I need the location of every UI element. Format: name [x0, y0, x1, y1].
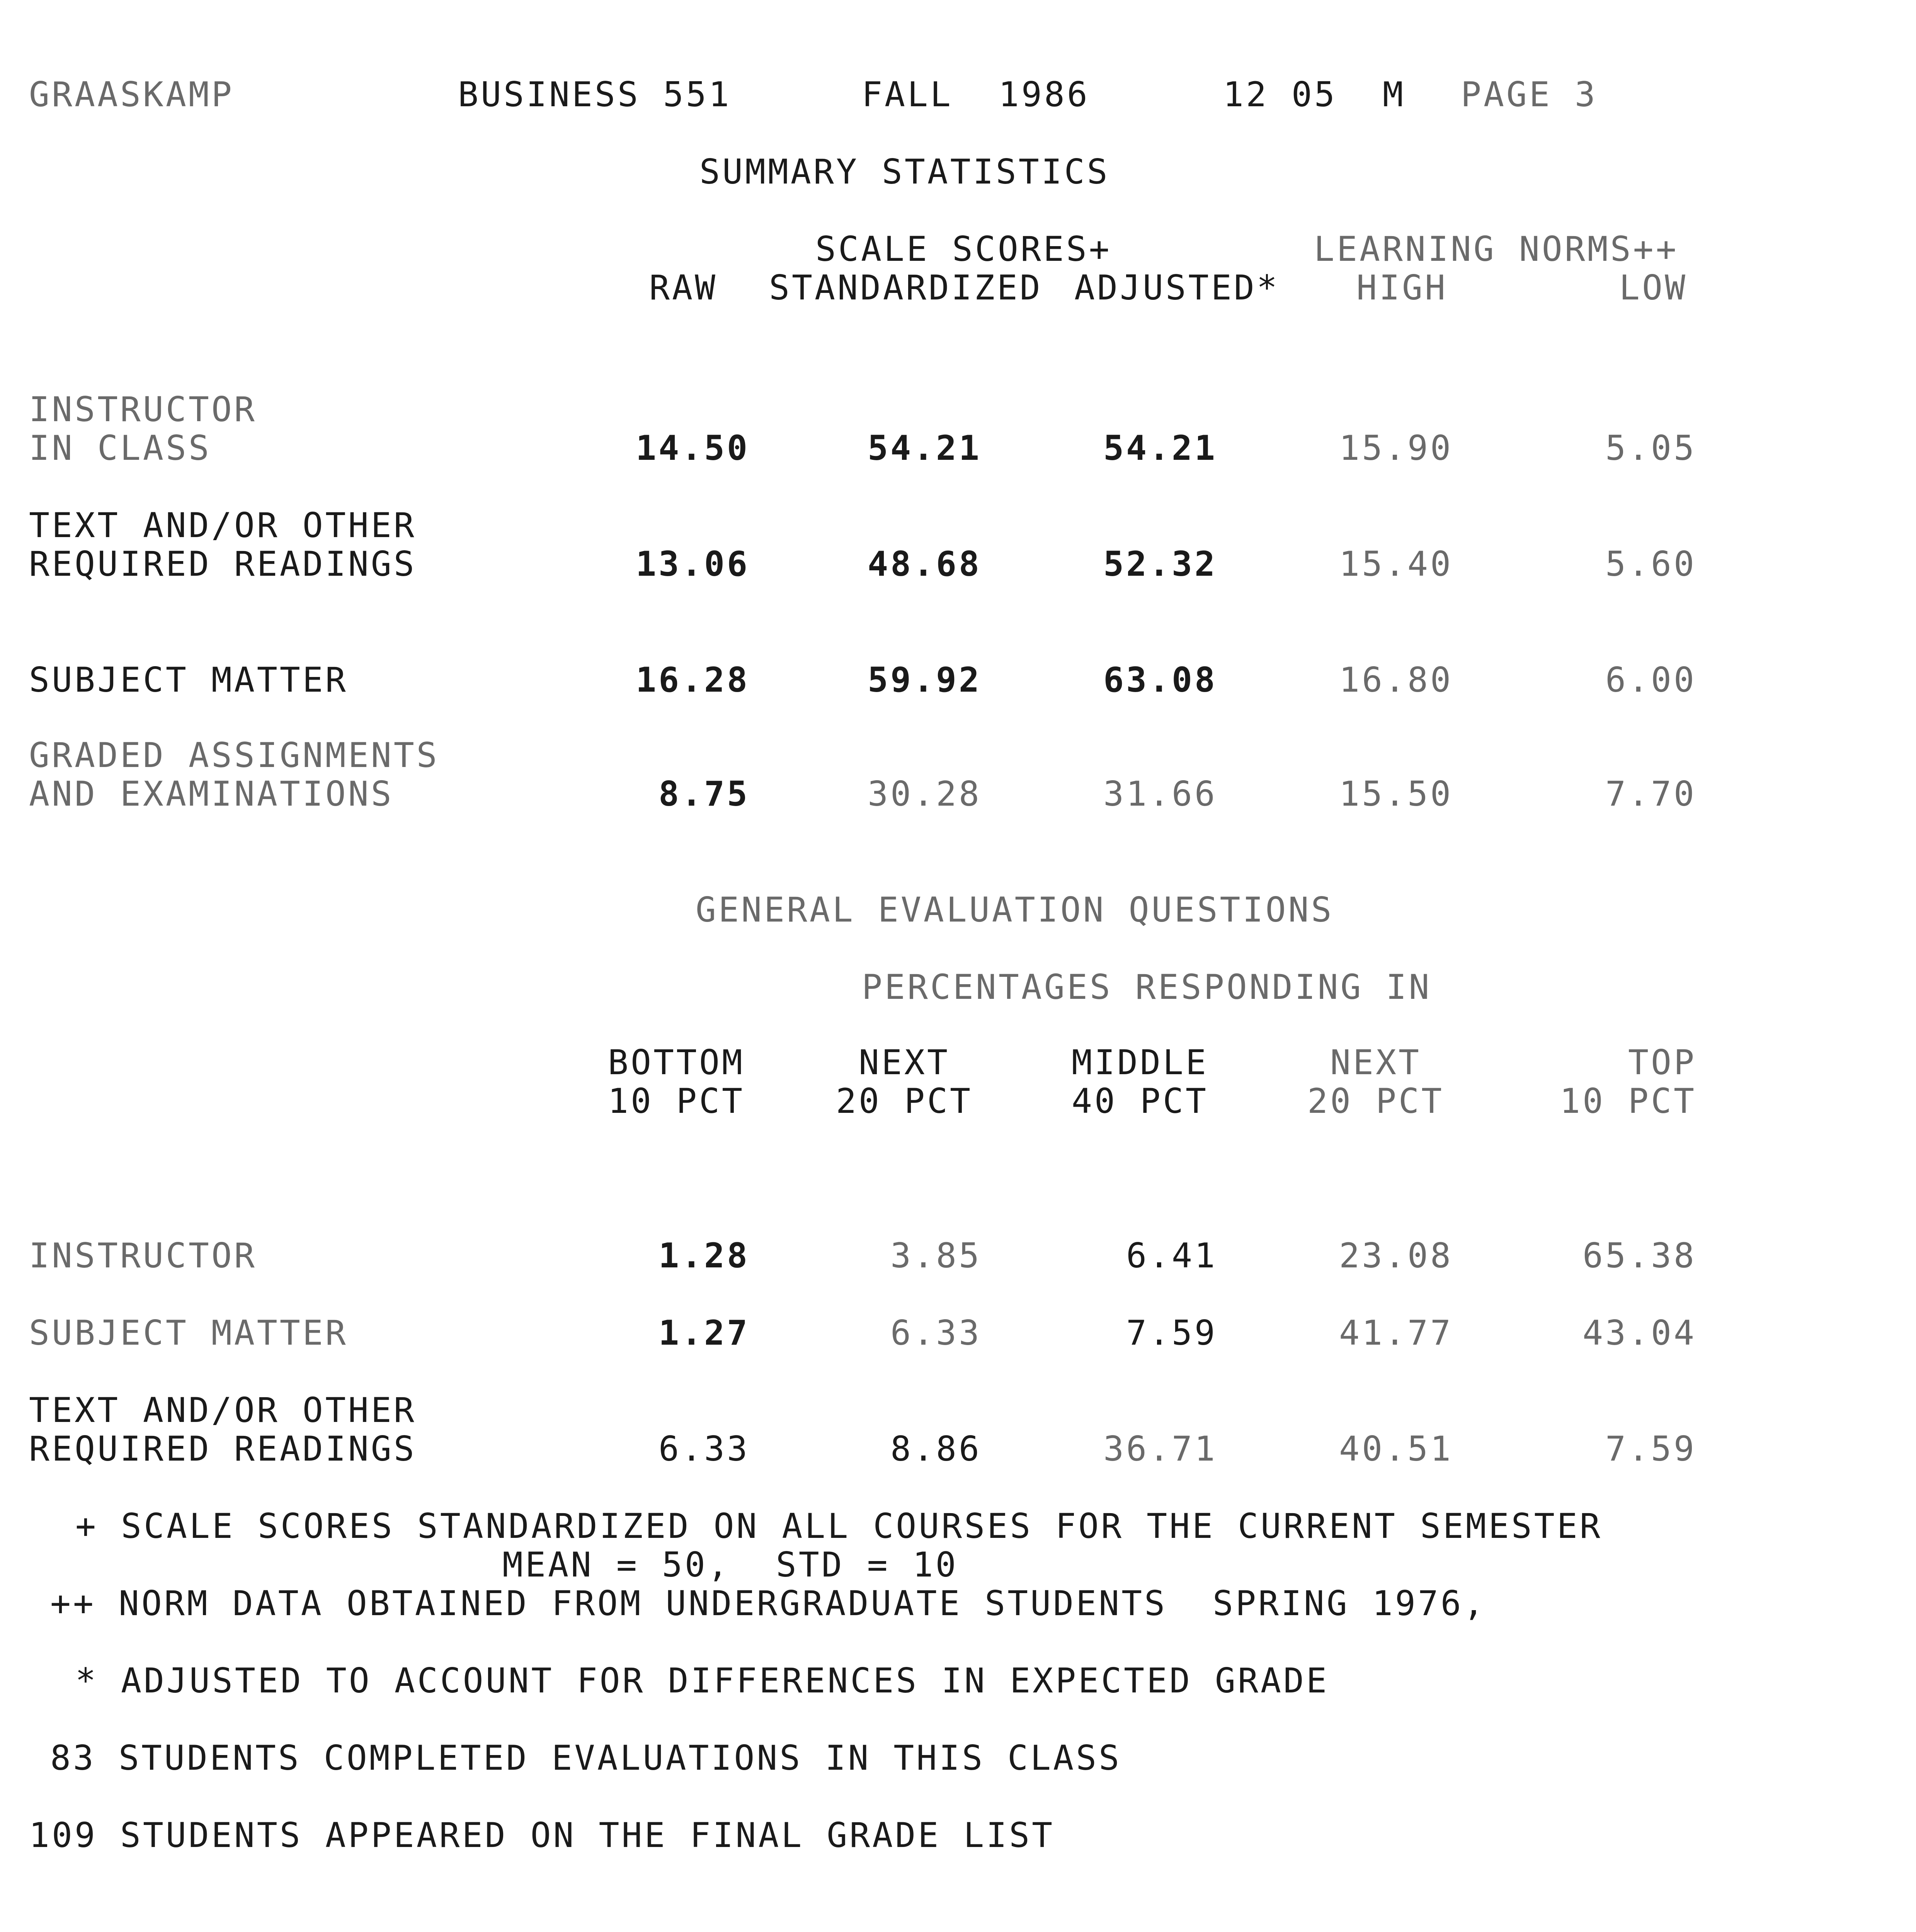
general-cell: 3.85 [890, 1236, 982, 1276]
summary-row-label: REQUIRED READINGS [29, 544, 417, 584]
general-cell: 40.51 [1339, 1429, 1453, 1469]
summary-group-scale: SCALE SCORES+ [815, 229, 1112, 269]
summary-row-label: INSTRUCTOR [29, 389, 257, 429]
summary-title: SUMMARY STATISTICS [699, 152, 1110, 192]
general-col-head: 10 PCT [608, 1081, 745, 1121]
general-subtitle: PERCENTAGES RESPONDING IN [862, 967, 1432, 1007]
summary-cell: 5.60 [1605, 544, 1696, 584]
summary-cell: 15.40 [1339, 544, 1453, 584]
footnote-norm-data: ++ NORM DATA OBTAINED FROM UNDERGRADUATE STUDENTS SPRING 1976, [50, 1583, 1486, 1623]
summary-row-label: SUBJECT MATTER [29, 660, 348, 700]
summary-cell: 54.21 [1103, 428, 1217, 468]
header-course: BUSINESS 551 [458, 75, 732, 114]
general-row-label: TEXT AND/OR OTHER [29, 1390, 417, 1430]
summary-col-high: HIGH [1356, 268, 1448, 308]
general-col-head: TOP [1628, 1043, 1696, 1082]
footnote-completed: 83 STUDENTS COMPLETED EVALUATIONS IN THIS CLASS [50, 1738, 1122, 1778]
summary-cell: 13.06 [636, 544, 750, 584]
summary-cell: 6.00 [1605, 660, 1696, 700]
summary-row-label: TEXT AND/OR OTHER [29, 505, 417, 545]
general-row-label: REQUIRED READINGS [29, 1429, 417, 1469]
summary-cell: 59.92 [868, 660, 982, 700]
summary-cell: 30.28 [868, 774, 982, 814]
footnote-mean-std: MEAN = 50, STD = 10 [502, 1545, 958, 1585]
general-row-label: SUBJECT MATTER [29, 1313, 348, 1353]
summary-row-label: AND EXAMINATIONS [29, 774, 394, 814]
general-col-head: BOTTOM [608, 1043, 745, 1082]
general-cell: 6.33 [659, 1429, 750, 1469]
general-cell: 41.77 [1339, 1313, 1453, 1353]
general-cell: 65.38 [1582, 1236, 1696, 1276]
summary-row-label: GRADED ASSIGNMENTS [29, 735, 439, 775]
footnote-scale-scores: + SCALE SCORES STANDARDIZED ON ALL COURSES FOR THE CURRENT SEMESTER [75, 1506, 1603, 1546]
summary-cell: 5.05 [1605, 428, 1696, 468]
summary-cell: 15.90 [1339, 428, 1453, 468]
general-cell: 6.41 [1126, 1236, 1217, 1276]
general-col-head: 20 PCT [836, 1081, 973, 1121]
general-cell: 6.33 [890, 1313, 982, 1353]
summary-cell: 54.21 [868, 428, 982, 468]
summary-cell: 8.75 [659, 774, 750, 814]
summary-cell: 52.32 [1103, 544, 1217, 584]
general-cell: 23.08 [1339, 1236, 1453, 1276]
general-row-label: INSTRUCTOR [29, 1236, 257, 1276]
summary-col-raw: RAW [649, 268, 718, 308]
summary-cell: 48.68 [868, 544, 982, 584]
general-cell: 7.59 [1605, 1429, 1696, 1469]
general-cell: 43.04 [1582, 1313, 1696, 1353]
summary-row-label: IN CLASS [29, 428, 211, 468]
summary-cell: 63.08 [1103, 660, 1217, 700]
footnote-grade-list: 109 STUDENTS APPEARED ON THE FINAL GRADE LIST [29, 1815, 1055, 1855]
summary-col-adjusted: ADJUSTED* [1074, 268, 1280, 308]
summary-cell: 16.80 [1339, 660, 1453, 700]
summary-cell: 15.50 [1339, 774, 1453, 814]
general-col-head: MIDDLE [1072, 1043, 1208, 1082]
summary-cell: 7.70 [1605, 774, 1696, 814]
summary-col-standardized: STANDARDIZED [769, 268, 1043, 308]
general-col-head: NEXT [859, 1043, 950, 1082]
general-cell: 1.28 [659, 1236, 750, 1276]
general-col-head: NEXT [1330, 1043, 1421, 1082]
summary-col-low: LOW [1619, 268, 1688, 308]
footnote-adjusted: * ADJUSTED TO ACCOUNT FOR DIFFERENCES IN EXPECTED GRADE [75, 1661, 1329, 1701]
summary-cell: 16.28 [636, 660, 750, 700]
general-col-head: 20 PCT [1307, 1081, 1444, 1121]
header-term: FALL 1986 [862, 75, 1090, 114]
summary-cell: 14.50 [636, 428, 750, 468]
general-cell: 1.27 [659, 1313, 750, 1353]
summary-group-norms: LEARNING NORMS++ [1314, 229, 1679, 269]
header-code: 12 05 M [1223, 75, 1406, 114]
general-cell: 36.71 [1103, 1429, 1217, 1469]
general-cell: 8.86 [890, 1429, 982, 1469]
header-page: PAGE 3 [1461, 75, 1598, 114]
header-name: GRAASKAMP [29, 75, 234, 114]
general-col-head: 40 PCT [1072, 1081, 1208, 1121]
general-title: GENERAL EVALUATION QUESTIONS [696, 890, 1334, 930]
general-cell: 7.59 [1126, 1313, 1217, 1353]
summary-cell: 31.66 [1103, 774, 1217, 814]
general-col-head: 10 PCT [1560, 1081, 1696, 1121]
